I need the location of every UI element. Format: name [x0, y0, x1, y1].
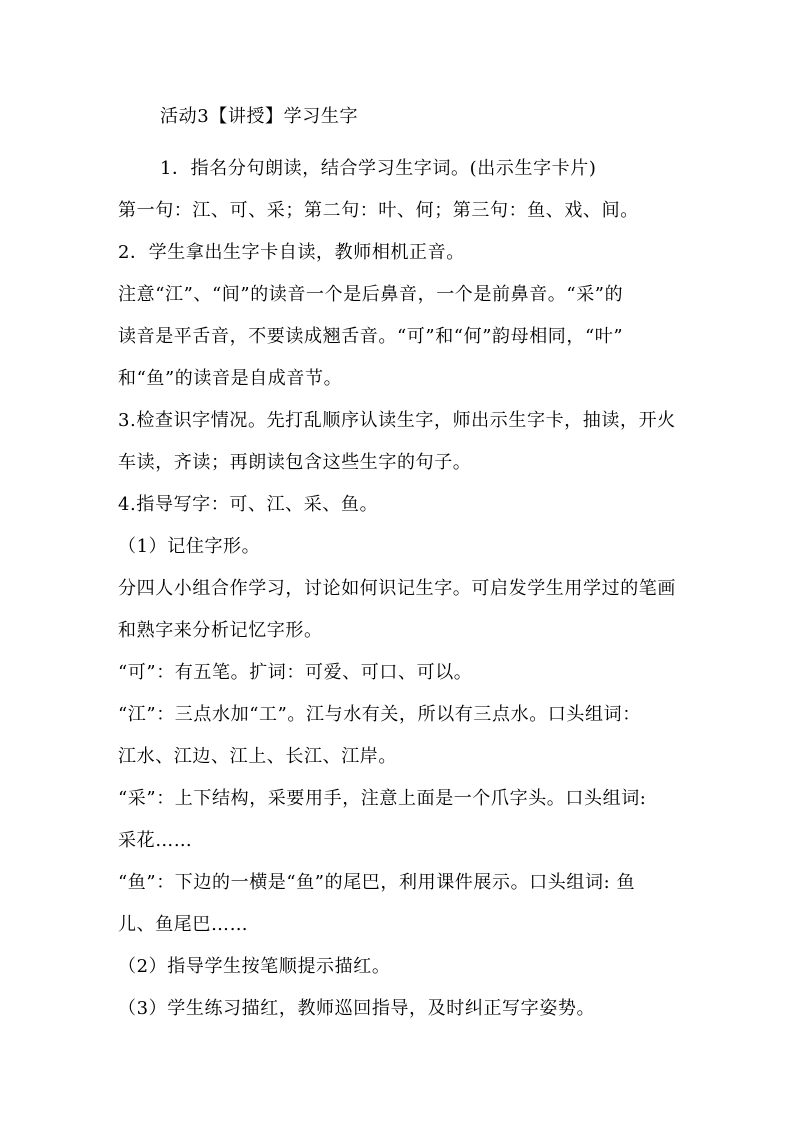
section-heading: 活动3【讲授】学习生字 [160, 106, 359, 127]
paragraph-line: “可”：有五笔。扩词：可爱、可口、可以。 [118, 662, 473, 683]
paragraph-line: 江水、江边、江上、长江、江岸。 [118, 746, 397, 767]
paragraph-line: 车读，齐读；再朗读包含这些生字的句子。 [118, 452, 472, 473]
paragraph-line: “江”：三点水加“工”。江与水有关，所以有三点水。口头组词： [118, 704, 641, 725]
paragraph-line: 和熟字来分析记忆字形。 [118, 620, 323, 641]
paragraph-line: 1．指名分句朗读，结合学习生字词。(出示生字卡片) [160, 158, 597, 179]
paragraph-line: 儿、鱼尾巴…… [118, 914, 249, 935]
paragraph-line: 4.指导写字：可、江、采、鱼。 [118, 494, 379, 515]
paragraph-line: （2）指导学生按笔顺提示描红。 [118, 956, 391, 977]
paragraph-line: 采花…… [118, 830, 193, 851]
paragraph-line: （3）学生练习描红，教师巡回指导，及时纠正写字姿势。 [118, 998, 596, 1019]
paragraph-line: “鱼”：下边的一横是“鱼”的尾巴，利用课件展示。口头组词: 鱼 [118, 872, 636, 893]
paragraph-line: （1）记住字形。 [118, 536, 261, 557]
paragraph-line: 2．学生拿出生字卡自读，教师相机正音。 [118, 242, 465, 263]
paragraph-line: 注意“江”、“间”的读音一个是后鼻音，一个是前鼻音。“采”的 [118, 284, 624, 305]
paragraph-line: 分四人小组合作学习，讨论如何识记生字。可启发学生用学过的笔画 [118, 578, 676, 599]
paragraph-line: 和“鱼”的读音是自成音节。 [118, 368, 343, 389]
paragraph-line: 3.检查识字情况。先打乱顺序认读生字，师出示生字卡，抽读，开火 [118, 410, 676, 431]
paragraph-line: 读音是平舌音，不要读成翘舌音。“可”和“何”韵母相同，“叶” [118, 326, 624, 347]
paragraph-line: “采”：上下结构，采要用手，注意上面是一个爪字头。口头组词: [118, 788, 647, 809]
paragraph-line: 第一句：江、可、采；第二句：叶、何；第三句：鱼、戏、间。 [118, 200, 639, 221]
